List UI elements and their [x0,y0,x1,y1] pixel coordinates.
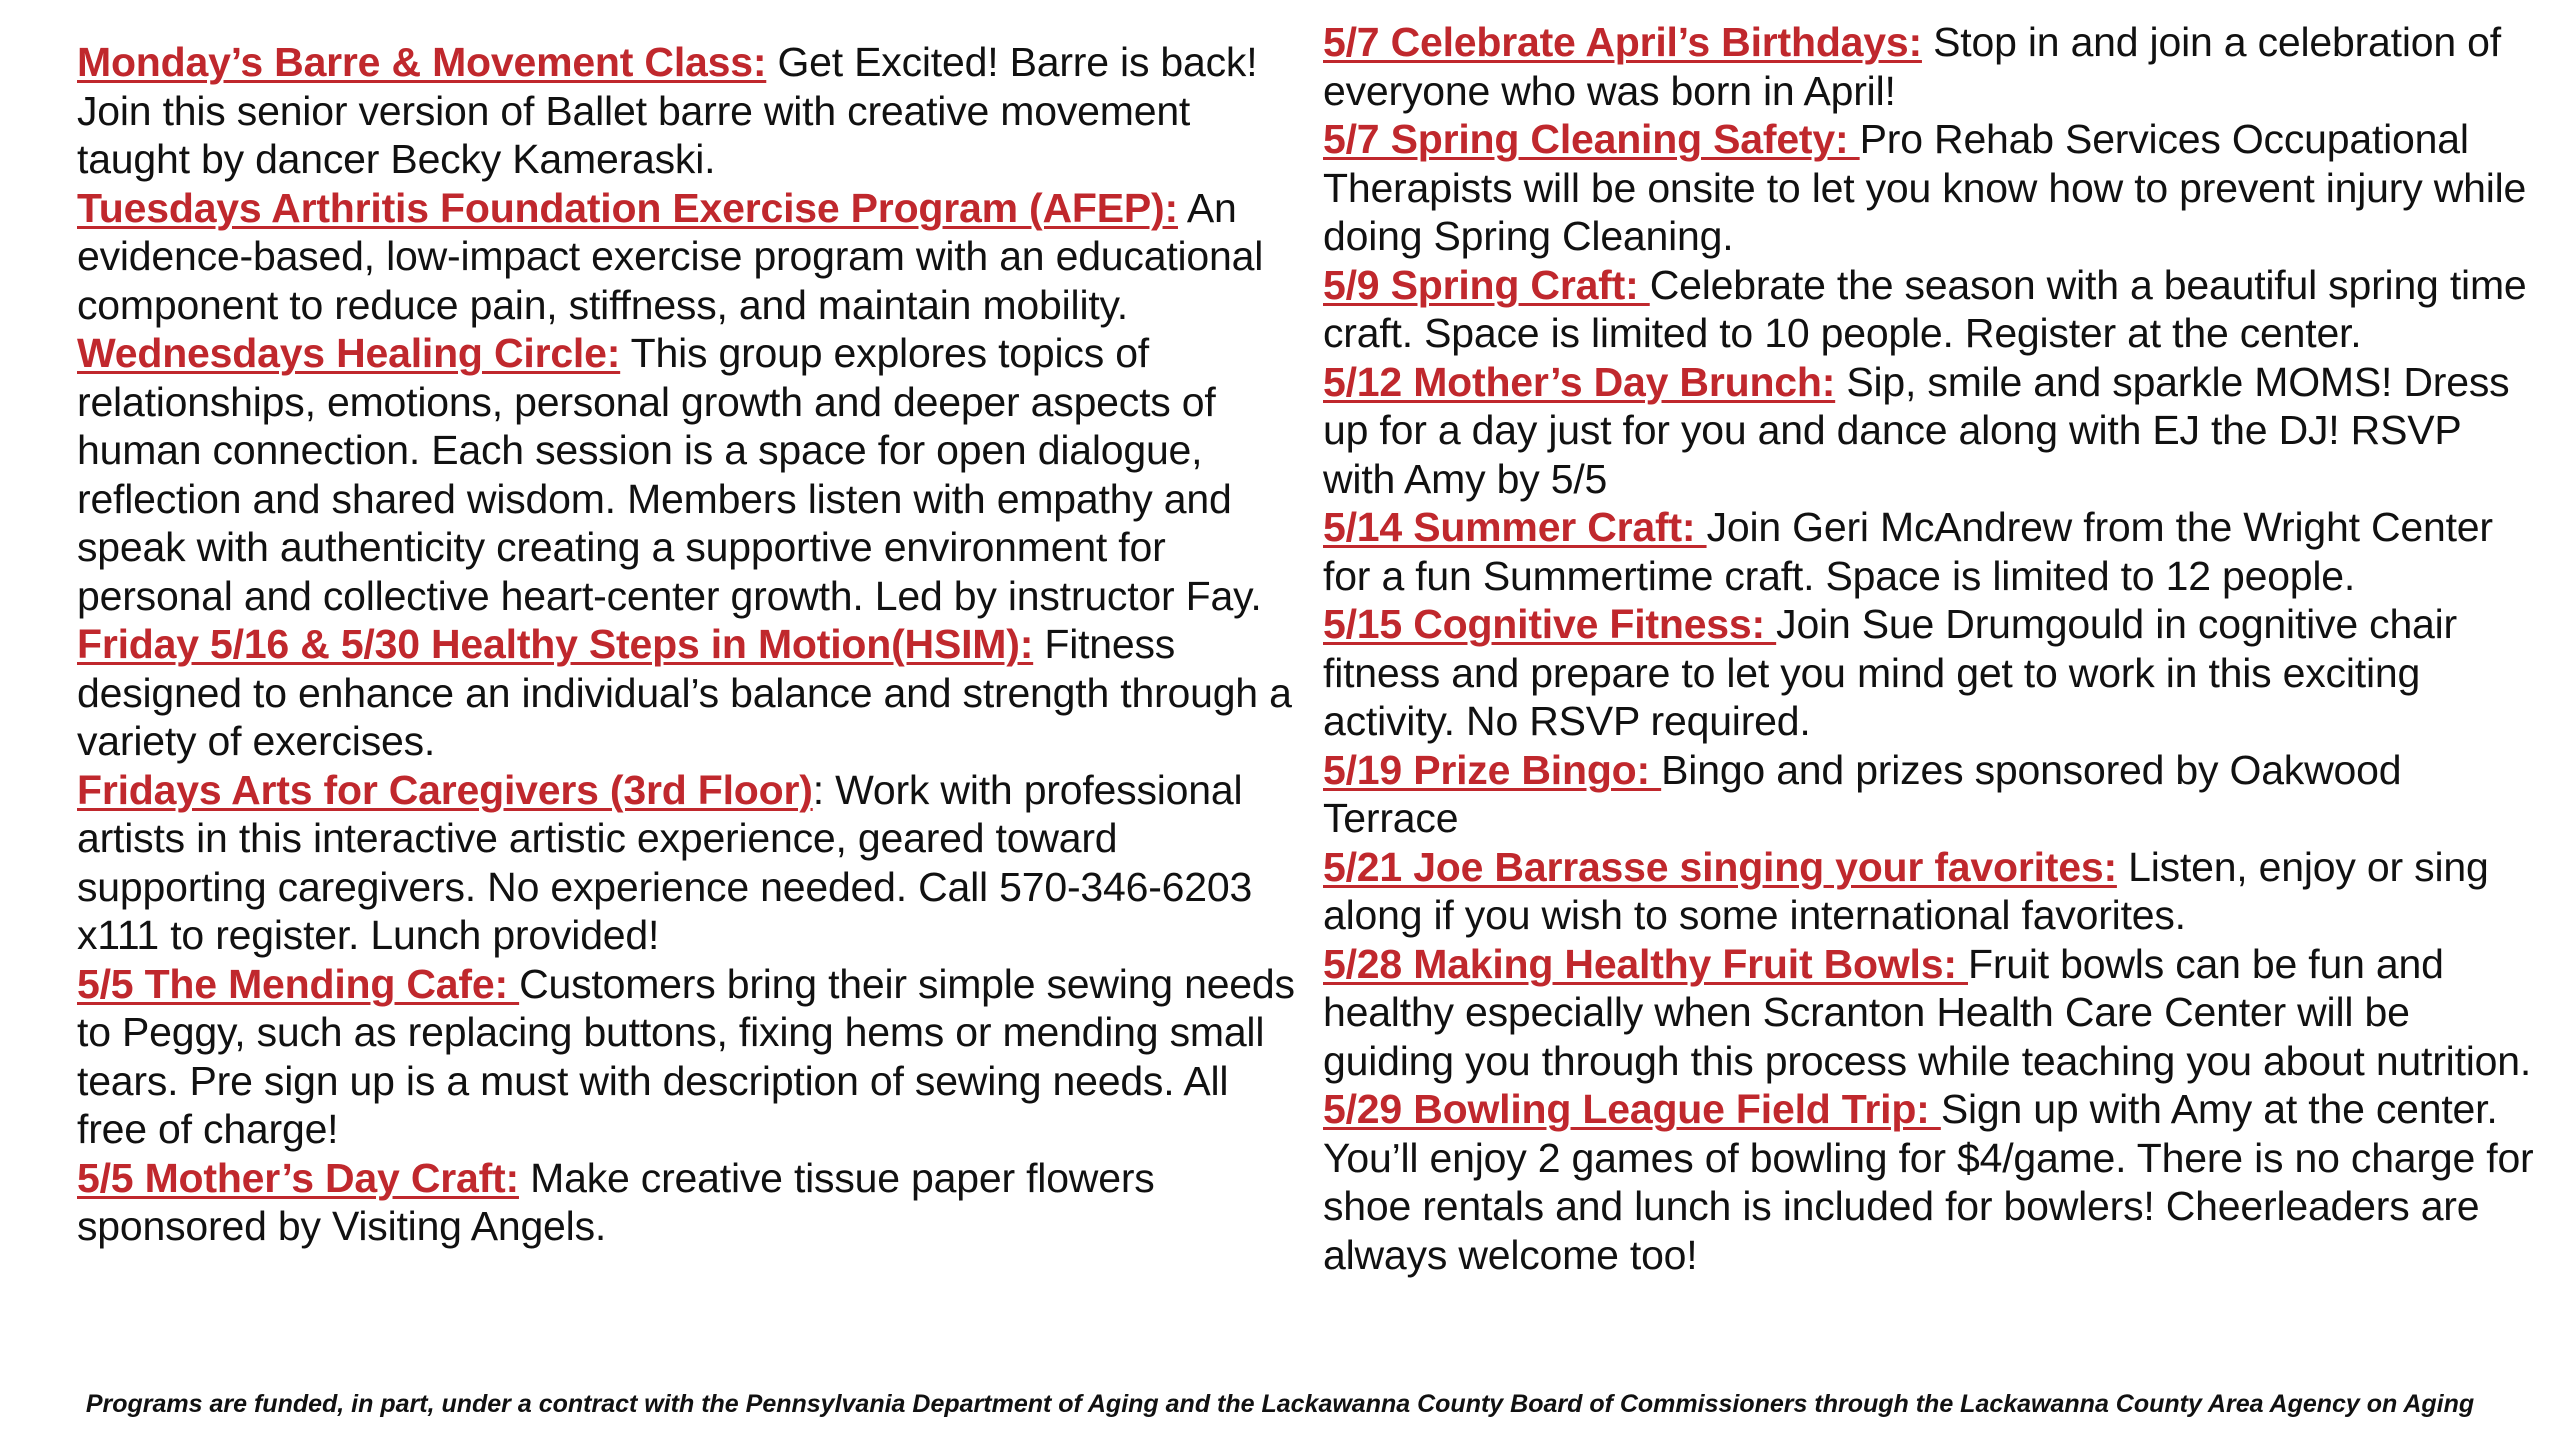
program-title: 5/15 Cognitive Fitness: [1323,601,1777,647]
program-entry-cognitive-fitness [1323,600,2538,746]
program-entry-joe-barrasse [1323,843,2538,940]
program-entry-summer-craft [1323,503,2538,600]
program-entry-mending-cafe [77,960,1302,1154]
program-title: 5/28 Making Healthy Fruit Bowls: [1323,940,1968,987]
program-description: Join Sue Drumgould in cognitive chair fitness and prepare to let you mind get to work in this exciting activity. No RSVP required. [1323,601,2458,744]
program-title: 5/5 The Mending Cafe: [77,960,520,1007]
program-title: Tuesdays Arthritis Foundation Exercise Program (AFEP): [77,184,1178,231]
program-title: Friday 5/16 & 5/30 Healthy Steps in Motion(HSIM): [77,621,1034,667]
program-description: Listen, enjoy or sing along if you wish to some international favorites. [1323,843,2489,938]
program-title: Fridays Arts for Caregivers (3rd Floor) [77,766,813,813]
program-description: This group explores topics of relationships, emotions, personal growth and deeper aspects of human connection. Each session is a space for open dialogue, reflection and shared wisdom. Members listen with empathy and speak with authenticity creating a supportive environment for personal and collective heart-center growth. Led by instructor Fay. [77,330,1262,619]
program-description: Stop in and join a celebration of everyone who was born in April! [1323,19,2501,114]
program-title: 5/5 Mother’s Day Craft: [77,1154,519,1201]
program-description: Fruit bowls can be fun and healthy especially when Scranton Health Care Center will be guiding you through this process while teaching you about nutrition. [1323,940,2532,1084]
program-description: Bingo and prizes sponsored by Oakwood Terrace [1323,746,2402,841]
program-entry-mothers-day-craft [77,1154,1302,1251]
program-description: : Work with professional artists in this interactive artistic experience, geared toward supporting caregivers. No experience needed. Call 570-346-6203 x111 to register. Lunch provided! [77,766,1253,958]
program-title: 5/7 Celebrate April’s Birthdays: [1323,19,1922,65]
program-title: Monday’s Barre & Movement Class: [77,39,767,85]
program-description: Make creative tissue paper flowers sponsored by Visiting Angels. [77,1154,1155,1249]
program-entry-arts-caregivers [77,766,1302,960]
program-title: 5/21 Joe Barrasse singing your favorites: [1323,843,2117,890]
program-entry-barre [77,38,1302,184]
program-title: 5/19 Prize Bingo: [1323,746,1662,793]
program-entry-bowling-trip [1323,1085,2538,1279]
program-entry-april-birthdays [1323,18,2538,115]
program-description: Sip, smile and sparkle MOMS! Dress up for a day just for you and dance along with EJ the DJ! RSVP with Amy by 5/5 [1323,358,2510,502]
program-description: Celebrate the season with a beautiful spring time craft. Space is limited to 10 people. Register at the center. [1323,261,2527,356]
program-title: 5/29 Bowling League Field Trip: [1323,1086,1941,1132]
program-description: Pro Rehab Services Occupational Therapists will be onsite to let you know how to prevent injury while doing Spring Cleaning. [1323,116,2527,259]
program-entry-prize-bingo [1323,746,2538,843]
program-entry-mothers-day-brunch [1323,358,2538,504]
right-column [1323,18,2538,1279]
program-entry-afep [77,184,1302,330]
program-description: Fitness designed to enhance an individual’s balance and strength through a variety of exercises. [77,621,1292,764]
program-description: An evidence-based, low-impact exercise program with an educational component to reduce pain, stiffness, and maintain mobility. [77,184,1264,328]
program-description: Sign up with Amy at the center. You’ll enjoy 2 games of bowling for $4/game. There is no charge for shoe rentals and lunch is included for bowlers! Cheerleaders are always welcome too! [1323,1086,2534,1278]
program-description: Join Geri McAndrew from the Wright Center for a fun Summertime craft. Space is limited to 12 people. [1323,504,2493,599]
program-description: Customers bring their simple sewing needs to Peggy, such as replacing buttons, fixing hems or mending small tears. Pre sign up is a must with description of sewing needs. All free of charge! [77,960,1295,1152]
program-entry-spring-craft [1323,261,2538,358]
program-entry-spring-cleaning [1323,115,2538,261]
program-title: 5/9 Spring Craft: [1323,261,1650,308]
program-title: 5/7 Spring Cleaning Safety: [1323,116,1860,162]
program-title: Wednesdays Healing Circle: [77,330,621,376]
program-description: Get Excited! Barre is back! Join this senior version of Ballet barre with creative movement taught by dancer Becky Kameraski. [77,39,1258,182]
program-entry-hsim [77,620,1302,766]
left-column [77,38,1302,1251]
program-entry-fruit-bowls [1323,940,2538,1086]
program-title: 5/12 Mother’s Day Brunch: [1323,358,1836,405]
funding-footer: Programs are funded, in part, under a contract with the Pennsylvania Department of Aging and the Lackawanna County Board of Commissioners through the Lackawanna County Area Agency on Aging [85,1390,2475,1418]
program-entry-healing-circle [77,329,1302,620]
program-title: 5/14 Summer Craft: [1323,504,1707,550]
